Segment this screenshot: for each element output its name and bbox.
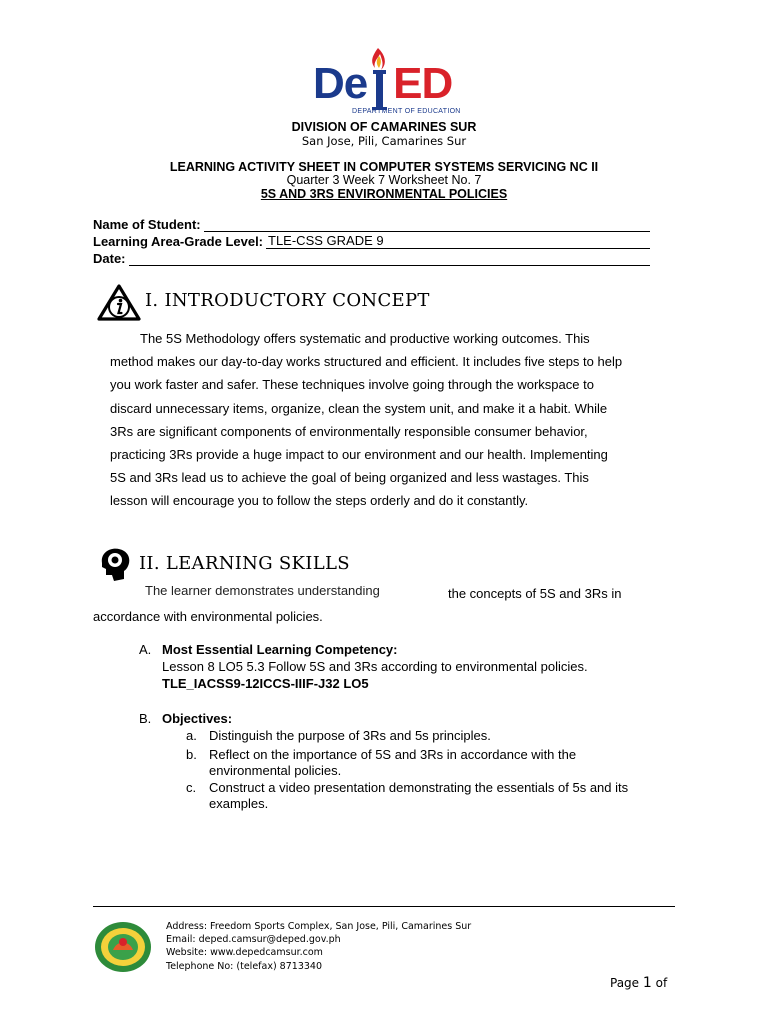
learning-area-value[interactable]: TLE-CSS GRADE 9 <box>266 234 650 249</box>
intro-paragraph <box>110 327 674 513</box>
objective-marker: a. <box>186 728 197 743</box>
footer-telephone: Telephone No: (telefax) 8713340 <box>166 960 322 972</box>
objective-item: Reflect on the importance of 5S and 3Rs in accordance with the <box>209 747 577 762</box>
head-thinking-icon <box>94 543 136 590</box>
intro-line: lesson will encourage you to follow the steps orderly and do it constantly. <box>110 493 529 509</box>
footer-address-line: Address: Freedom Sports Complex, San Jose, Pili, Camarines Sur <box>166 921 472 932</box>
intro-line: 5S and 3Rs lead us to achieve the goal of being organized and less wastages. This <box>110 470 589 486</box>
student-name-label: Name of Student: <box>93 217 201 232</box>
learning-area-field[interactable] <box>93 232 650 249</box>
objective-marker: b. <box>186 747 197 762</box>
intro-line: method makes our day-to-day works structured and efficient. It includes five steps to help <box>110 354 623 370</box>
sheet-subtitle: Quarter 3 Week 7 Worksheet No. 7 <box>286 173 482 187</box>
footer-divider <box>93 906 675 907</box>
objective-item-cont: environmental policies. <box>209 763 342 778</box>
competency-marker: A. <box>139 642 152 657</box>
competency-text: Lesson 8 LO5 5.3 Follow 5S and 3Rs according to environmental policies. <box>162 659 588 674</box>
division-location: San Jose, Pili, Camarines Sur <box>301 134 467 148</box>
division-seal-icon <box>93 920 153 979</box>
page-number: Page 1 of <box>610 975 668 991</box>
objectives-label: Objectives: <box>162 711 233 726</box>
learning-area-label: Learning Area-Grade Level: <box>93 234 264 249</box>
objective-marker: c. <box>186 780 197 795</box>
intro-line: 3Rs are significant components of environmentally responsible consumer behavior, <box>110 423 588 439</box>
objective-item: Distinguish the purpose of 3Rs and 5s principles. <box>209 728 491 743</box>
intro-line: you work faster and safer. These techniques involve going through the workspace to <box>110 377 594 393</box>
skills-intro-end: the concepts of 5S and 3Rs in <box>448 586 622 601</box>
footer-address <box>166 920 471 973</box>
info-icon <box>96 283 142 328</box>
division-name: DIVISION OF CAMARINES SUR <box>291 120 477 134</box>
intro-line: discard unnecessary items, organize, clean the system unit, and make it a habit. While <box>110 400 608 416</box>
competency-label: Most Essential Learning Competency: <box>162 642 398 657</box>
date-field[interactable] <box>93 249 650 266</box>
section-2-title: II. LEARNING SKILLS <box>139 553 350 574</box>
footer-website[interactable]: Website: www.depedcamsur.com <box>166 947 323 959</box>
objective-item-cont: examples. <box>209 796 269 811</box>
objective-item: Construct a video presentation demonstrating the essentials of 5s and its <box>209 780 629 795</box>
date-value[interactable] <box>129 251 650 266</box>
footer-email[interactable]: Email: deped.camsur@deped.gov.ph <box>166 934 341 946</box>
competency-code: TLE_IACSS9-12ICCS-IIIF-J32 LO5 <box>162 676 369 691</box>
deped-logo: De ED DEPARTMENT OF EDUCATION <box>312 44 462 118</box>
intro-line: practicing 3Rs provide a huge impact to our environment and our health. Implementing <box>110 447 608 463</box>
student-name-value[interactable] <box>204 217 650 232</box>
student-name-field[interactable] <box>93 215 650 232</box>
sheet-topic: 5S AND 3RS ENVIRONMENTAL POLICIES <box>260 187 508 201</box>
intro-line: The 5S Methodology offers systematic and productive working outcomes. This <box>140 331 590 346</box>
skills-intro-line2: accordance with environmental policies. <box>93 609 323 624</box>
section-1-title: I. INTRODUCTORY CONCEPT <box>145 290 430 311</box>
date-label: Date: <box>93 251 126 266</box>
intro-partial-text: The learner demonstrates understanding <box>145 586 380 598</box>
objectives-marker: B. <box>139 711 152 726</box>
logo-department-text: DEPARTMENT OF EDUCATION <box>352 108 461 115</box>
sheet-title: LEARNING ACTIVITY SHEET IN COMPUTER SYSTEMS SERVICING NC II <box>169 160 599 174</box>
